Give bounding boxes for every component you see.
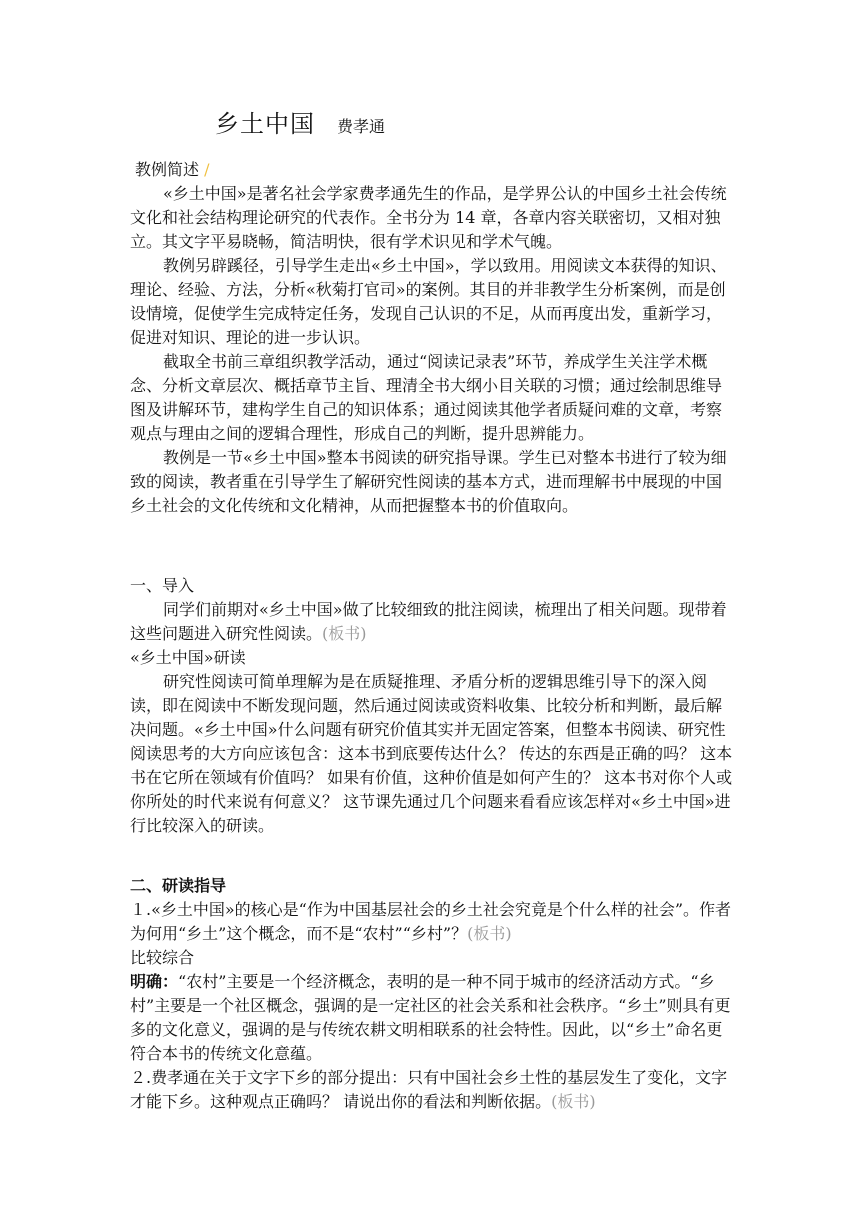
section-1-heading: 一、导入 xyxy=(130,576,195,595)
overview-section xyxy=(130,182,735,518)
section-1-body: 研究性阅读可简单理解为是在质疑推理、矛盾分析的逻辑思维引导下的深入阅读，即在阅读中不断发现问题，然后通过阅读或资料收集、比较分析和判断，最后解决问题。«乡土中国»什么问题有研究价值其实并无固定答案，但整本书阅读、研究性阅读思考的大方向应该包含：这本书到底要传达什么？ 传达的东西是正确的吗？ 这本书在它所在领域有价值吗？ 如果有价值，这种价值是如何产生的？ 这本书对你个人或你所处的时代来说有何意义？ 这节课先通过几个问题来看看应该怎样对«乡土中国»进行比较深入的研读。 xyxy=(130,672,733,835)
overview-label xyxy=(135,158,740,182)
answer-1-label: 明确： xyxy=(130,972,179,991)
document-author: 费孝通 xyxy=(337,117,386,136)
section-1-intro-note: (板书) xyxy=(322,624,367,643)
question-2 xyxy=(130,1066,735,1114)
section-2-heading: 二、研读指导 xyxy=(130,876,227,895)
question-2-text: ２.费孝通在关于文字下乡的部分提出：只有中国社会乡土性的基层发生了变化，文字才能下乡。这种观点正确吗？ 请说出你的看法和判断依据。 xyxy=(130,1068,728,1111)
question-1 xyxy=(130,898,735,946)
overview-paragraph-4: 教例是一节«乡土中国»整本书阅读的研究指导课。学生已对整本书进行了较为细致的阅读，教者重在引导学生了解研究性阅读的基本方式，进而理解书中展现的中国乡土社会的文化传统和文化精神，从而把握整本书的价值取向。 xyxy=(130,448,727,515)
answer-1 xyxy=(130,970,735,1066)
overview-paragraph-3: 截取全书前三章组织教学活动，通过“阅读记录表”环节，养成学生关注学术概念、分析文章层次、概括章节主旨、理清全书大纲小目关联的习惯；通过绘制思维导图及讲解环节，建构学生自己的知识体系；通过阅读其他学者质疑问难的文章，考察观点与理由之间的逻辑合理性，形成自己的判断，提升思辨能力。 xyxy=(130,352,723,443)
overview-paragraph-2: 教例另辟蹊径，引导学生走出«乡土中国»，学以致用。用阅读文本获得的知识、理论、经验、方法，分析«秋菊打官司»的案例。其目的并非教学生分析案例，而是创设情境，促使学生完成特定任务，发现自己认识的不足，从而再度出发，重新学习，促进对知识、理论的进一步认识。 xyxy=(130,256,727,347)
section-1-intro xyxy=(130,598,735,646)
answer-1-text: “农村”主要是一个经济概念，表明的是一种不同于城市的经济活动方式。“乡村”主要是一个社区概念，强调的是一定社区的社会关系和社会秩序。“乡土”则具有更多的文化意义，强调的是与传统农耕文明相联系的社会特性。因此，以“乡土”命名更符合本书的传统文化意蕴。 xyxy=(130,972,731,1063)
question-1-text: １.«乡土中国»的核心是“作为中国基层社会的乡土社会究竟是个什么样的社会”。作者为何用“乡土”这个概念，而不是“农村”“乡村”？ xyxy=(130,900,732,943)
overview-label-text: 教例简述 xyxy=(135,160,200,179)
section-1 xyxy=(130,574,735,838)
title-row xyxy=(215,104,385,139)
overview-paragraph-1: «乡土中国»是著名社会学家费孝通先生的作品，是学界公认的中国乡土社会传统文化和社会结构理论研究的代表作。全书分为 14 章，各章内容关联密切，又相对独立。其文字平易晓畅，简洁明快，很有学术识见和学术气魄。 xyxy=(130,184,727,251)
question-2-note: (板书) xyxy=(551,1092,596,1111)
section-1-intro-text: 同学们前期对«乡土中国»做了比较细致的批注阅读，梳理出了相关问题。现带着这些问题进入研究性阅读。 xyxy=(130,600,727,643)
question-1-note: (板书) xyxy=(467,924,512,943)
section-2 xyxy=(130,874,735,1114)
section-1-subheading: «乡土中国»研读 xyxy=(130,648,246,667)
overview-slash: / xyxy=(204,160,210,179)
document-title: 乡土中国 xyxy=(215,110,315,138)
question-1-tag: 比较综合 xyxy=(130,948,195,967)
